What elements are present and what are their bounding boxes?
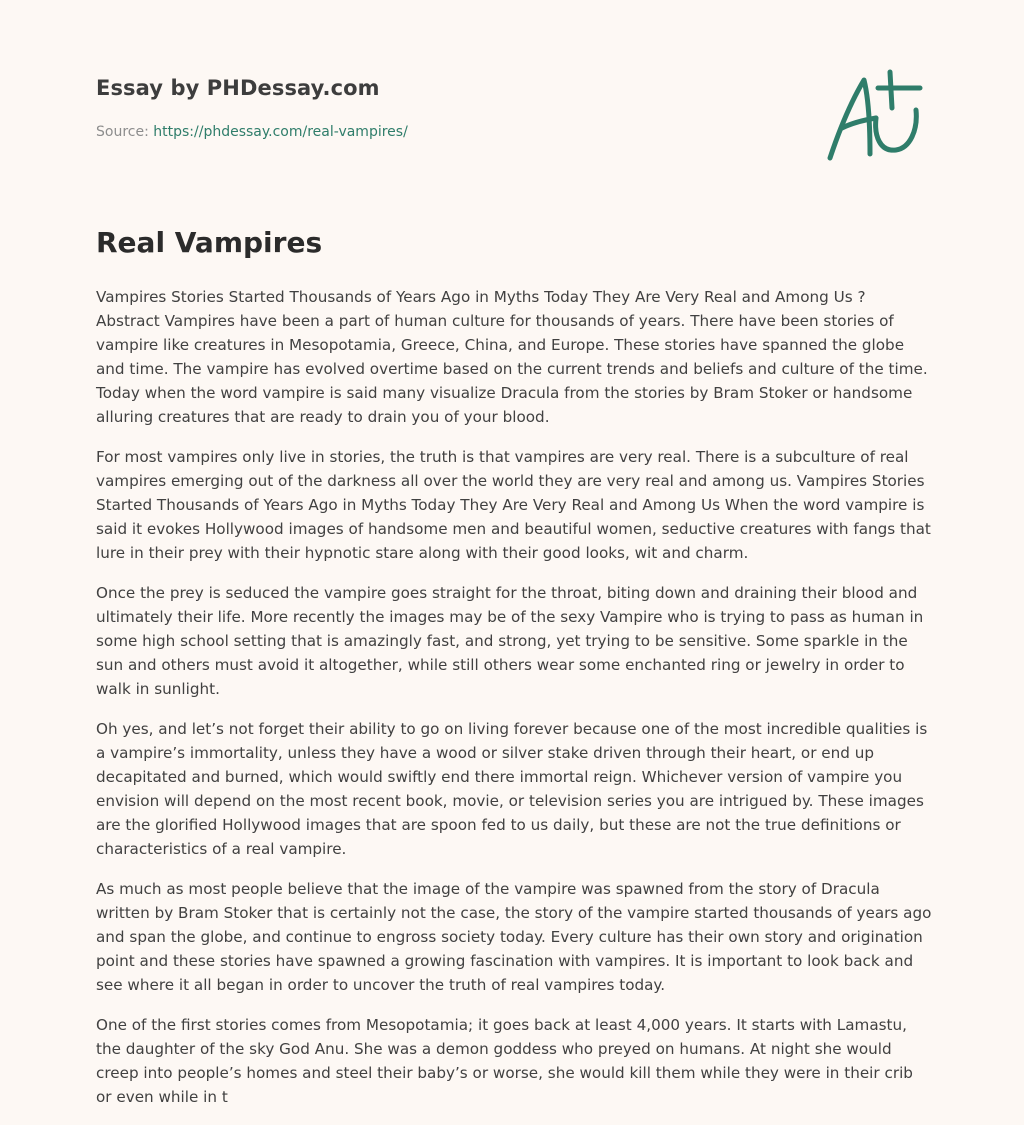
- essay-paragraph: One of the first stories comes from Mesopotamia; it goes back at least 4,000 years. It starts with Lamastu, the daughter of the sky God Anu. She was a demon goddess who preyed on humans. At night she would creep into people’s homes and steel their baby’s or worse, she would kill them while they were in their crib or even while in t: [96, 1016, 913, 1106]
- essay-paragraph: Once the prey is seduced the vampire goes straight for the throat, biting down and draining their blood and ultimately their life. More recently the images may be of the sexy Vampire who is trying to pass as human in some high school setting that is amazingly fast, and strong, yet trying to be sensitive. Some sparkle in the sun and others must avoid it altogether, while still others wear some enchanted ring or jewelry in order to walk in sunlight.: [96, 584, 924, 698]
- essay-paragraph: Vampires Stories Started Thousands of Years Ago in Myths Today They Are Very Real and Among Us ? Abstract Vampires have been a part of human culture for thousands of years. There have been stories of vampire like creatures in Mesopotamia, Greece, China, and Europe. These stories have spanned the globe and time. The vampire has evolved overtime based on the current trends and beliefs and culture of the time. Today when the word vampire is said many visualize Dracula from the stories by Bram Stoker or handsome alluring creatures that are ready to drain you of your blood.: [96, 288, 928, 426]
- essay-paragraph: Oh yes, and let’s not forget their ability to go on living forever because one of the most incredible qualities is a vampire’s immortality, unless they have a wood or silver stake driven through their heart, or end up decapitated and burned, which would swiftly end there immortal reign. Whichever version of vampire you envision will depend on the most recent book, movie, or television series you are intrigued by. These images are the glorified Hollywood images that are spoon fed to us daily, but these are not the true definitions or characteristics of a real vampire.: [96, 720, 928, 858]
- essay-paragraph: As much as most people believe that the image of the vampire was spawned from the story of Dracula written by Bram Stoker that is certainly not the case, the story of the vampire started thousands of years ago and span the globe, and continue to engross society today. Every culture has their own story and origination point and these stories have spawned a growing fascination with vampires. It is important to look back and see where it all began in order to uncover the truth of real vampires today.: [96, 880, 932, 994]
- essay-paragraph: For most vampires only live in stories, the truth is that vampires are very real. There is a subculture of real vampires emerging out of the darkness all over the world they are very real and among us. Vampires Stories Started Thousands of Years Ago in Myths Today They Are Very Real and Among Us When the word vampire is said it evokes Hollywood images of handsome men and beautiful women, seductive creatures with fangs that lure in their prey with their hypnotic stare along with their good looks, wit and charm.: [96, 448, 931, 562]
- source-link[interactable]: https://phdessay.com/real-vampires/: [153, 124, 408, 140]
- source-line: [96, 124, 408, 140]
- a-plus-grade-icon: [820, 66, 930, 166]
- essay-title: Real Vampires: [96, 226, 323, 259]
- source-label: Source:: [96, 124, 149, 140]
- essay-body: [96, 285, 932, 1125]
- site-brand: Essay by PHDessay.com: [96, 76, 380, 100]
